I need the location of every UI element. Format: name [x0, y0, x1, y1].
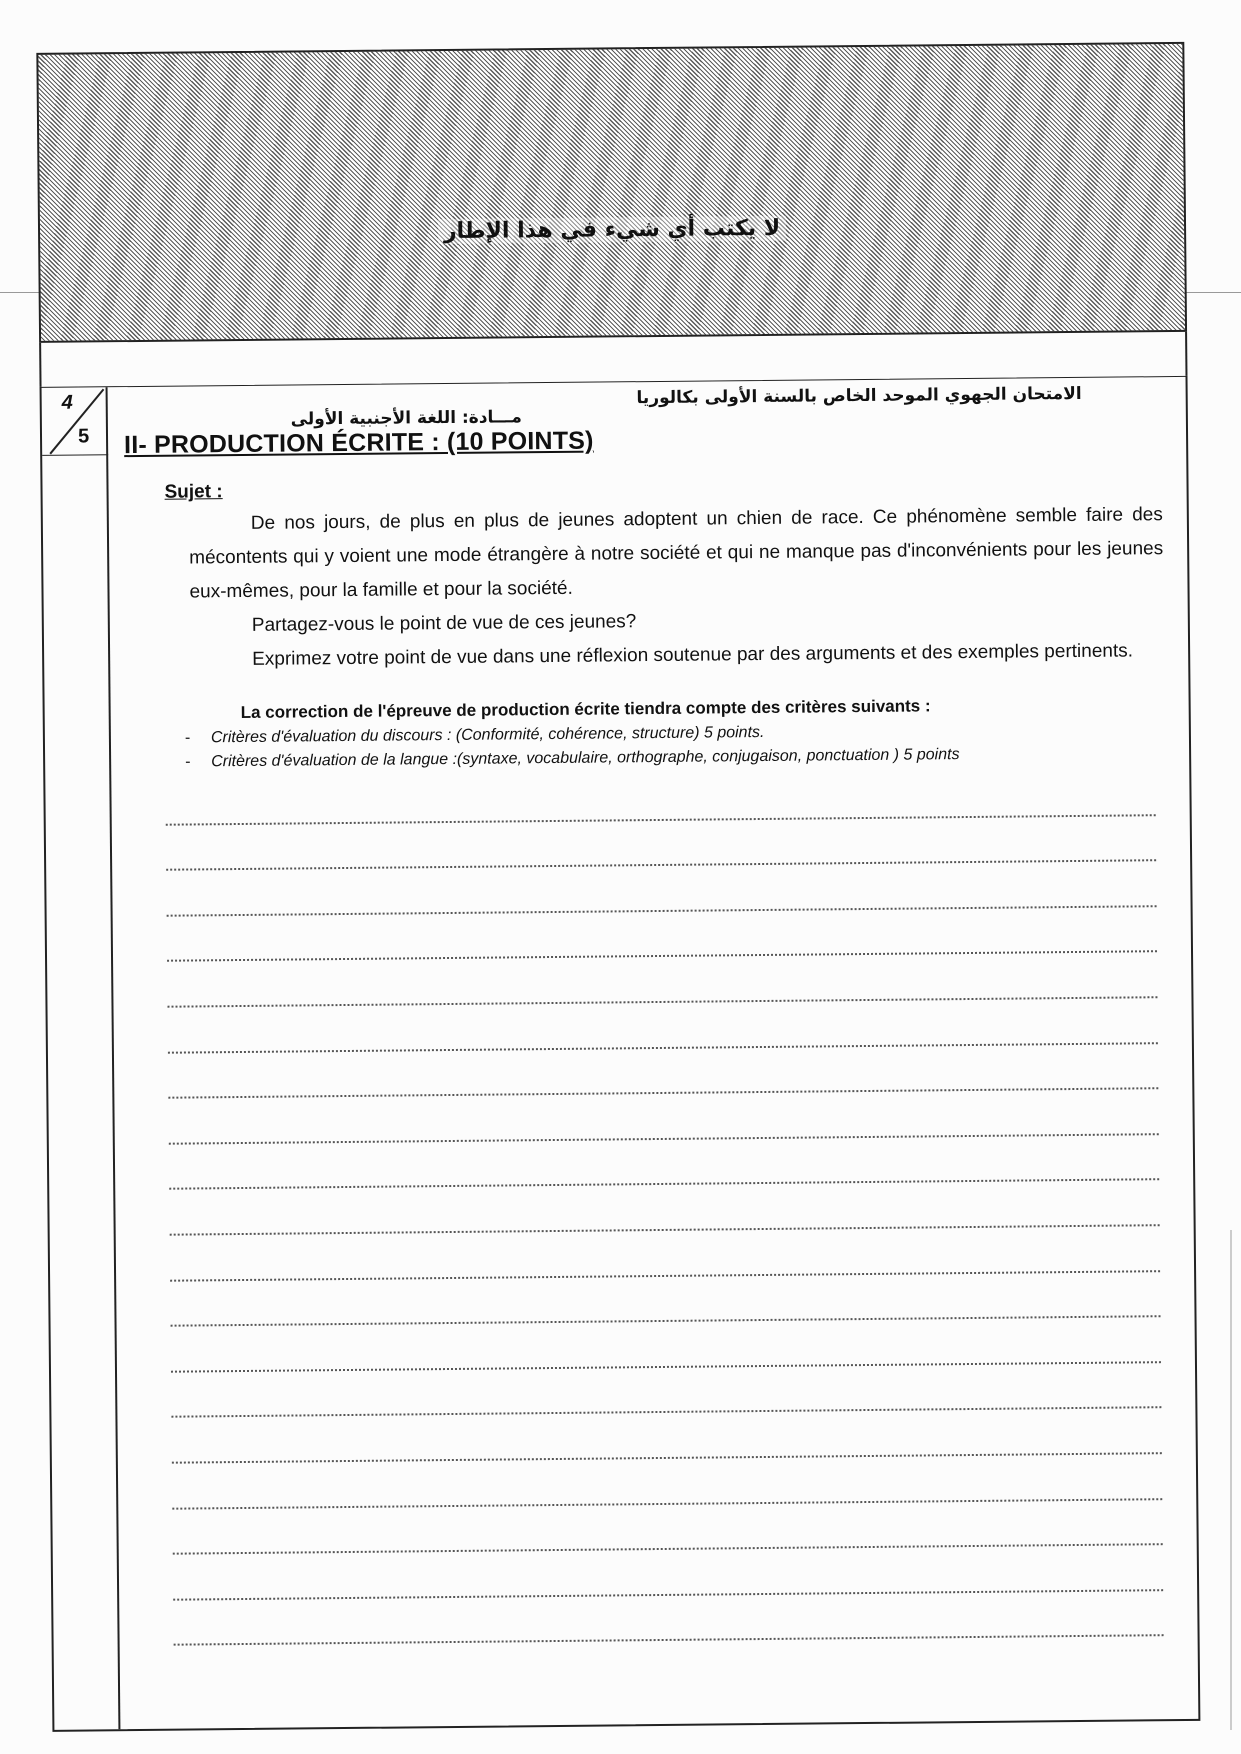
- bullet-dash: -: [184, 729, 191, 747]
- content: [122, 421, 1184, 1646]
- sujet-label: Sujet :: [164, 481, 223, 503]
- page-total: 5: [77, 425, 90, 448]
- exam-title: الامتحان الجهوي الموحد الخاص بالسنة الأولى بكالوريا: [636, 383, 1082, 409]
- criteria-item: [185, 720, 1175, 748]
- no-write-notice: لا يكتب أي شيء في هذا الإطار: [40, 212, 1184, 248]
- section-title: II- PRODUCTION ÉCRITE : (10 POINTS): [123, 426, 594, 460]
- criteria-discourse: Critères d'évaluation du discours : (Conformité, cohérence, structure) 5 points.: [210, 723, 765, 747]
- scan-edge: [1230, 1230, 1232, 1730]
- do-not-write-area: [36, 42, 1187, 343]
- prompt-instruction: Exprimez votre point de vue dans une réflexion soutenue par des arguments et des exemples pertinents.: [252, 640, 1134, 670]
- criteria-language: Critères d'évaluation de la langue :(syntaxe, vocabulaire, orthographe, conjugaison, ponctuation ) 5 points: [211, 746, 960, 771]
- exam-frame: [28, 7, 1204, 1738]
- answer-box: [40, 376, 1201, 1732]
- answer-lines[interactable]: [165, 770, 1163, 1646]
- prompt-paragraph: De nos jours, de plus en plus de jeunes adoptent un chien de race. Ce phénomène semble faire des mécontents qui y voient une mode étrangère à notre société et qui ne manque pas d'inconvénients pour les jeunes eux-mêmes, pour la famille et pour la société.: [189, 504, 1164, 603]
- answer-line[interactable]: [173, 1591, 1163, 1646]
- subject-label: مـــادة: اللغة الأجنبية الأولى: [290, 407, 522, 430]
- prompt-question: Partagez-vous le point de vue de ces jeunes?: [251, 611, 637, 636]
- page-number-slash: [42, 387, 109, 456]
- page-number-box: [42, 387, 109, 456]
- criteria-title: La correction de l'épreuve de production écrite tiendra compte des critères suivants :: [240, 696, 931, 722]
- bullet-dash: -: [185, 753, 191, 771]
- criteria-item: [185, 744, 1175, 772]
- page-current: 4: [61, 391, 73, 414]
- margin-strip: [42, 387, 121, 1730]
